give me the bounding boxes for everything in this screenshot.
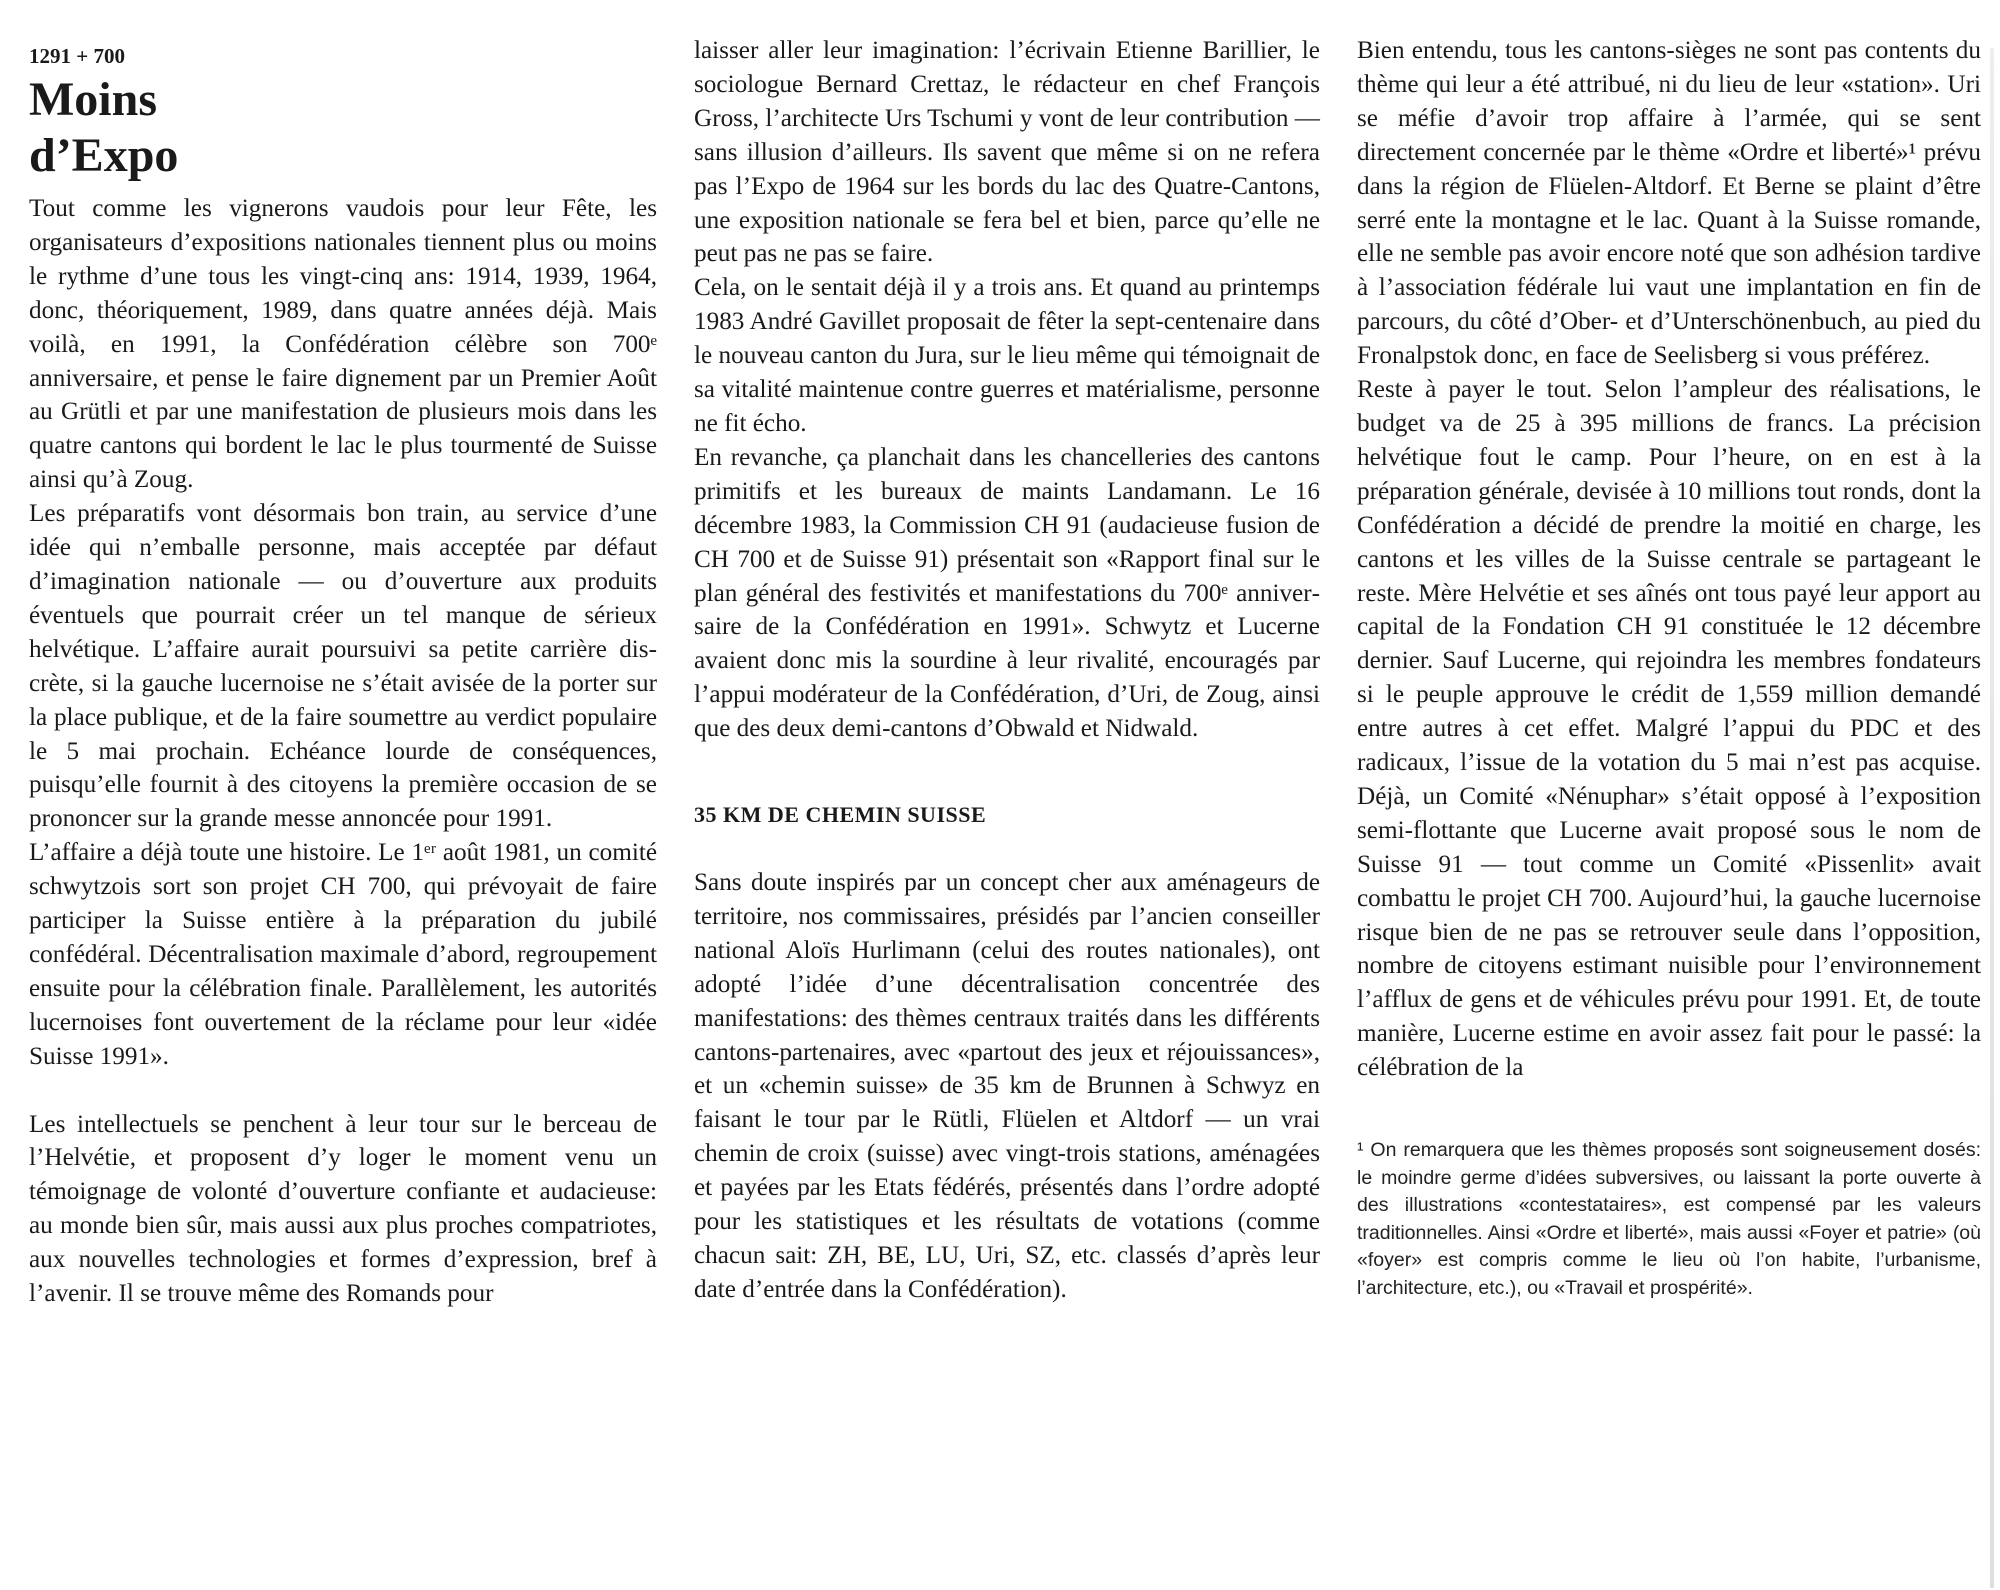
- section-kicker: 1291 + 700: [29, 44, 125, 68]
- title-line-2: d’Expo: [29, 129, 179, 182]
- footnote: ¹ On remarquera que les thèmes proposés sont soigneusement dosés: le moindre germe d’idées subversives, ou laissant la porte ouverte à des illustrations «contestataires», est compensé par les valeurs traditionnelles. Ainsi «Ordre et liberté», mais aussi «Foyer et patrie» (où «foyer» est compris comme le lieu où l’on habite, l’urbanisme, l’architecture, etc.), ou «Travail et prospérité».: [1357, 1139, 1981, 1299]
- page-edge-shadow: [1990, 48, 1994, 1588]
- paragraph: Cela, on le sentait déjà il y a trois ans. Et quand au printemps 1983 André Gavillet proposait de fêter la sept-centenaire dans le nouveau canton du Jura, sur le lieu même qui témoignait de sa vitalité maintenue contre guerres et matérialisme, personne ne fit écho.: [694, 274, 1320, 437]
- paragraph: L’affaire a déjà toute une histoire. Le 1ᵉʳ août 1981, un comité schwytzois sort son projet CH 700, qui prévoyait de faire participer la Suisse entière à la préparation du jubilé confédéral. Décentralisation maximale d’abord, regroupement ensuite pour la célébration finale. Parallèlement, les autorités lucernoises font ouvertement de la réclame pour leur «idée Suisse 1991».: [29, 839, 657, 1070]
- paragraph: Les intellectuels se penchent à leur tour sur le berceau de l’Helvétie, et proposent d’y loger le moment venu un témoignage de volonté d’ouverture confiante et audacieuse: au monde bien sûr, mais aussi aux plus proches compatriotes, aux nouvelles technologies et formes d’expression, bref à l’avenir. Il se trouve même des Romands pour: [29, 1110, 657, 1308]
- column-3: [1357, 34, 1981, 1302]
- paragraph: laisser aller leur imagination: l’écrivain Etienne Barillier, le sociologue Bernard Crettaz, le rédacteur en chef François Gross, l’architecte Urs Tschumi y vont de leur contribution — sans illusion d’ailleurs. Ils savent que même si on ne refera pas l’Expo de 1964 sur les bords du lac des Quatre-Cantons, une exposition nationale se fera bel et bien, parce qu’elle ne peut pas ne pas se faire.: [694, 37, 1320, 268]
- article-title: [29, 72, 657, 184]
- paragraph: Les préparatifs vont désormais bon train, au service d’une idée qui n’emballe personne, mais acceptée par défaut d’imagination nationale — ou d’ouverture aux produits éventuels que pourrait créer un tel manque de sérieux helvétique. L’affaire aurait poursuivi sa petite carrière discrète, si la gauche lucernoise ne s’était avisée de la porter sur la place publique, et de la faire soumettre au verdict populaire le 5 mai prochain. Echéance lourde de conséquences, puisqu’elle fournit à des citoyens la première occasion de se prononcer sur la grande messe annoncée pour 1991.: [29, 500, 657, 833]
- column-1: [29, 30, 657, 1311]
- paragraph: Sans doute inspirés par un concept cher aux aménageurs de territoire, nos commissaires, présidés par l’ancien conseiller national Aloïs Hurlimann (celui des routes nationales), ont adopté l’idée d’une décentralisation concentrée des manifestations: des thèmes centraux traités dans les différents cantons-partenaires, avec «partout des jeux et réjouissances», et un «chemin suisse» de 35 km de Brunnen à Schwyz en faisant le tour par le Rütli, Flüelen et Altdorf — un vrai chemin de croix (suisse) avec vingt-trois stations, aménagées et payées par les Etats fédérés, présentés dans l’ordre adopté pour les statistiques et les résultats de votations (comme chacun sait: ZH, BE, LU, Uri, SZ, etc. classés d’après leur date d’entrée dans la Confédération).: [694, 869, 1320, 1303]
- paragraph: Tout comme les vignerons vaudois pour leur Fête, les organisateurs d’expositions nationales tiennent plus ou moins le rythme d’une tous les vingt-cinq ans: 1914, 1939, 1964, donc, théoriquement, 1989, dans quatre années déjà. Mais voilà, en 1991, la Confédération célèbre son 700ᵉ anniversaire, et pense le faire dignement par un Premier Août au Grütli et par une manifestation de plusieurs mois dans les quatre cantons qui bordent le lac le plus tourmenté de Suisse ainsi qu’à Zoug.: [29, 195, 657, 494]
- section-subheading: 35 KM DE CHEMIN SUISSE: [694, 802, 987, 828]
- paragraph: En revanche, ça planchait dans les chancelleries des cantons primitifs et les bureaux de maints Landamann. Le 16 décembre 1983, la Commission CH 91 (audacieuse fusion de CH 700 et de Suisse 91) présentait son «Rapport final sur le plan général des festivités et manifestations du 700ᵉ anniversaire de la Confédération en 1991». Schwytz et Lucerne avaient donc mis la sourdine à leur rivalité, encouragés par l’appui modérateur de la Confédération, d’Uri, de Zoug, ainsi que des deux demi-cantons d’Obwald et Nidwald.: [694, 443, 1320, 743]
- column-2: [694, 34, 1320, 1307]
- title-line-1: Moins: [29, 73, 158, 126]
- paragraph: Bien entendu, tous les cantons-sièges ne sont pas contents du thème qui leur a été attribué, ni du lieu de leur «station». Uri se méfie d’avoir trop affaire à l’armée, qui se sent directement concernée par le thème «Ordre et liberté»¹ prévu dans la région de Flüelen-Altdorf. Et Berne se plaint d’être serré ente la montagne et le lac. Quant à la Suisse romande, elle ne semble pas avoir encore noté que son adhésion tardive à l’association fédérale lui vaut une implantation en fin de parcours, du côté d’Ober- et d’Unterschönenbuch, au pied du Fronalpstok donc, en face de Seelisberg si vous préférez.: [1357, 37, 1981, 370]
- paragraph: Reste à payer le tout. Selon l’ampleur des réalisations, le budget va de 25 à 395 millions de francs. La précision helvétique fout le camp. Pour l’heure, on en est à la préparation générale, devisée à 10 millions tout ronds, dont la Confédération a décidé de prendre la moitié en charge, les cantons et les villes de la Suisse centrale se partageant le reste. Mère Helvétie et ses aînés ont tous payé leur apport au capital de la Fondation CH 91 constituée le 12 décembre dernier. Sauf Lucerne, qui rejoindra les membres fondateurs si le peuple approuve le crédit de 1,559 million demandé entre autres à cet effet. Malgré l’appui du PDC et des radicaux, l’issue de la votation du 5 mai n’est pas acquise. Déjà, un Comité «Nénuphar» s’était opposé à l’exposition semi-flottante que Lucerne avait proposé sous le nom de Suisse 91 — tout comme un Comité «Pissenlit» avait combattu le projet CH 700. Aujourd’hui, la gauche lucernoise risque bien de ne pas se retrouver seule dans l’opposition, nombre de citoyens estimant nuisible pour l’environnement l’afflux de gens et de véhicules prévu pour 1991. Et, de toute manière, Lucerne estime en avoir assez fait pour le passé: la célébration de la: [1357, 376, 1981, 1082]
